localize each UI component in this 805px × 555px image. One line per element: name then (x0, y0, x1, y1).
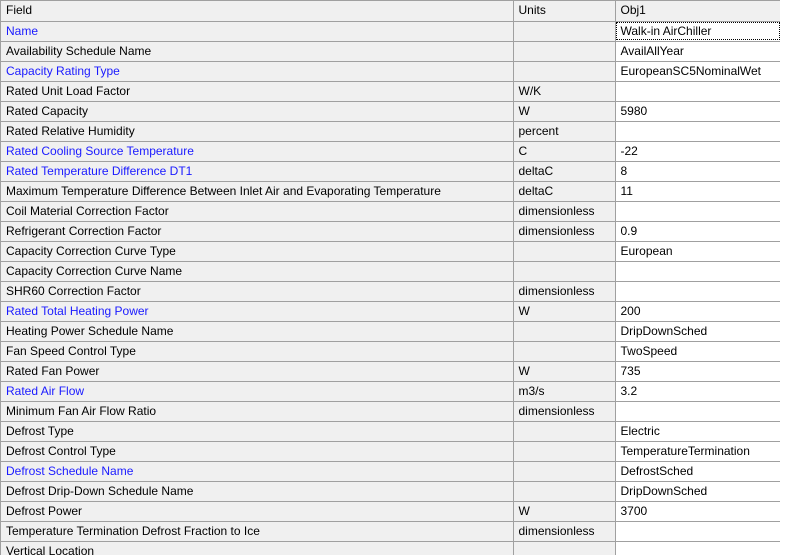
units-cell: W (513, 301, 615, 321)
table-row[interactable] (1, 201, 781, 221)
field-name-cell: Name (1, 21, 513, 41)
field-name-cell: Rated Fan Power (1, 361, 513, 381)
units-column-header[interactable]: Units (513, 1, 615, 21)
object-column-header[interactable]: Obj1 (615, 1, 781, 21)
field-name-cell: Maximum Temperature Difference Between Inlet Air and Evaporating Temperature (1, 181, 513, 201)
table-row[interactable] (1, 141, 781, 161)
field-name-cell: Rated Cooling Source Temperature (1, 141, 513, 161)
field-name-cell: SHR60 Correction Factor (1, 281, 513, 301)
table-row[interactable] (1, 541, 781, 555)
table-row[interactable] (1, 341, 781, 361)
value-cell[interactable]: TemperatureTermination (615, 441, 781, 461)
value-cell[interactable] (615, 281, 781, 301)
units-cell: deltaC (513, 181, 615, 201)
table-row[interactable] (1, 521, 781, 541)
value-cell[interactable]: 11 (615, 181, 781, 201)
field-name-cell: Rated Air Flow (1, 381, 513, 401)
value-cell[interactable]: European (615, 241, 781, 261)
units-cell (513, 541, 615, 555)
field-name-cell: Defrost Power (1, 501, 513, 521)
units-cell: percent (513, 121, 615, 141)
value-cell[interactable] (615, 401, 781, 421)
value-cell[interactable]: DripDownSched (615, 481, 781, 501)
value-cell[interactable] (615, 261, 781, 281)
units-cell (513, 261, 615, 281)
value-cell[interactable] (615, 541, 781, 555)
value-cell[interactable]: 0.9 (615, 221, 781, 241)
value-cell[interactable]: 8 (615, 161, 781, 181)
units-cell: W/K (513, 81, 615, 101)
table-row[interactable] (1, 181, 781, 201)
table-row[interactable] (1, 401, 781, 421)
field-name-cell: Refrigerant Correction Factor (1, 221, 513, 241)
field-name-cell: Vertical Location (1, 541, 513, 555)
value-cell[interactable] (615, 521, 781, 541)
field-name-cell: Defrost Drip-Down Schedule Name (1, 481, 513, 501)
table-row[interactable] (1, 361, 781, 381)
table-row[interactable] (1, 241, 781, 261)
value-cell[interactable]: 735 (615, 361, 781, 381)
field-name-cell: Capacity Rating Type (1, 61, 513, 81)
units-cell (513, 341, 615, 361)
field-name-cell: Rated Total Heating Power (1, 301, 513, 321)
table-row[interactable] (1, 21, 781, 41)
table-row[interactable] (1, 281, 781, 301)
table-row[interactable] (1, 501, 781, 521)
field-name-cell: Coil Material Correction Factor (1, 201, 513, 221)
table-row[interactable] (1, 461, 781, 481)
table-row[interactable] (1, 221, 781, 241)
field-name-cell: Defrost Control Type (1, 441, 513, 461)
field-name-cell: Fan Speed Control Type (1, 341, 513, 361)
table-row[interactable] (1, 121, 781, 141)
table-row[interactable] (1, 301, 781, 321)
value-cell[interactable]: 5980 (615, 101, 781, 121)
field-name-cell: Defrost Type (1, 421, 513, 441)
table-row[interactable] (1, 261, 781, 281)
units-cell (513, 241, 615, 261)
table-row[interactable] (1, 481, 781, 501)
field-name-cell: Rated Capacity (1, 101, 513, 121)
units-cell (513, 441, 615, 461)
units-cell: W (513, 361, 615, 381)
field-column-header[interactable]: Field (1, 1, 513, 21)
value-cell[interactable] (615, 201, 781, 221)
units-cell: dimensionless (513, 521, 615, 541)
units-cell (513, 41, 615, 61)
value-cell[interactable]: Walk-in AirChiller (615, 21, 781, 41)
value-cell[interactable]: DefrostSched (615, 461, 781, 481)
units-cell: dimensionless (513, 281, 615, 301)
table-row[interactable] (1, 41, 781, 61)
value-cell[interactable]: 3.2 (615, 381, 781, 401)
value-cell[interactable]: DripDownSched (615, 321, 781, 341)
table-row[interactable] (1, 441, 781, 461)
units-cell (513, 481, 615, 501)
field-name-cell: Temperature Termination Defrost Fraction to Ice (1, 521, 513, 541)
value-cell[interactable]: 200 (615, 301, 781, 321)
value-cell[interactable]: -22 (615, 141, 781, 161)
field-name-cell: Capacity Correction Curve Name (1, 261, 513, 281)
units-cell: deltaC (513, 161, 615, 181)
table-row[interactable] (1, 161, 781, 181)
value-cell[interactable] (615, 81, 781, 101)
value-cell[interactable]: 3700 (615, 501, 781, 521)
table-row[interactable] (1, 381, 781, 401)
empty-area-right (780, 0, 805, 555)
value-cell[interactable]: Electric (615, 421, 781, 441)
units-cell (513, 61, 615, 81)
units-cell (513, 421, 615, 441)
header-row (1, 1, 781, 21)
field-name-cell: Defrost Schedule Name (1, 461, 513, 481)
field-name-cell: Rated Relative Humidity (1, 121, 513, 141)
table-row[interactable] (1, 61, 781, 81)
field-name-cell: Minimum Fan Air Flow Ratio (1, 401, 513, 421)
units-cell: m3/s (513, 381, 615, 401)
table-row[interactable] (1, 421, 781, 441)
value-cell[interactable]: EuropeanSC5NominalWet (615, 61, 781, 81)
field-name-cell: Availability Schedule Name (1, 41, 513, 61)
units-cell: C (513, 141, 615, 161)
units-cell (513, 461, 615, 481)
units-cell: dimensionless (513, 201, 615, 221)
value-cell[interactable] (615, 121, 781, 141)
field-table (1, 1, 782, 555)
field-name-cell: Rated Unit Load Factor (1, 81, 513, 101)
units-cell: dimensionless (513, 401, 615, 421)
units-cell (513, 321, 615, 341)
units-cell: W (513, 501, 615, 521)
field-name-cell: Capacity Correction Curve Type (1, 241, 513, 261)
table-row[interactable] (1, 101, 781, 121)
value-cell[interactable]: AvailAllYear (615, 41, 781, 61)
field-rows (1, 21, 781, 555)
units-cell (513, 21, 615, 41)
units-cell: dimensionless (513, 221, 615, 241)
field-name-cell: Heating Power Schedule Name (1, 321, 513, 341)
table-row[interactable] (1, 81, 781, 101)
field-name-cell: Rated Temperature Difference DT1 (1, 161, 513, 181)
table-row[interactable] (1, 321, 781, 341)
units-cell: W (513, 101, 615, 121)
value-cell[interactable]: TwoSpeed (615, 341, 781, 361)
